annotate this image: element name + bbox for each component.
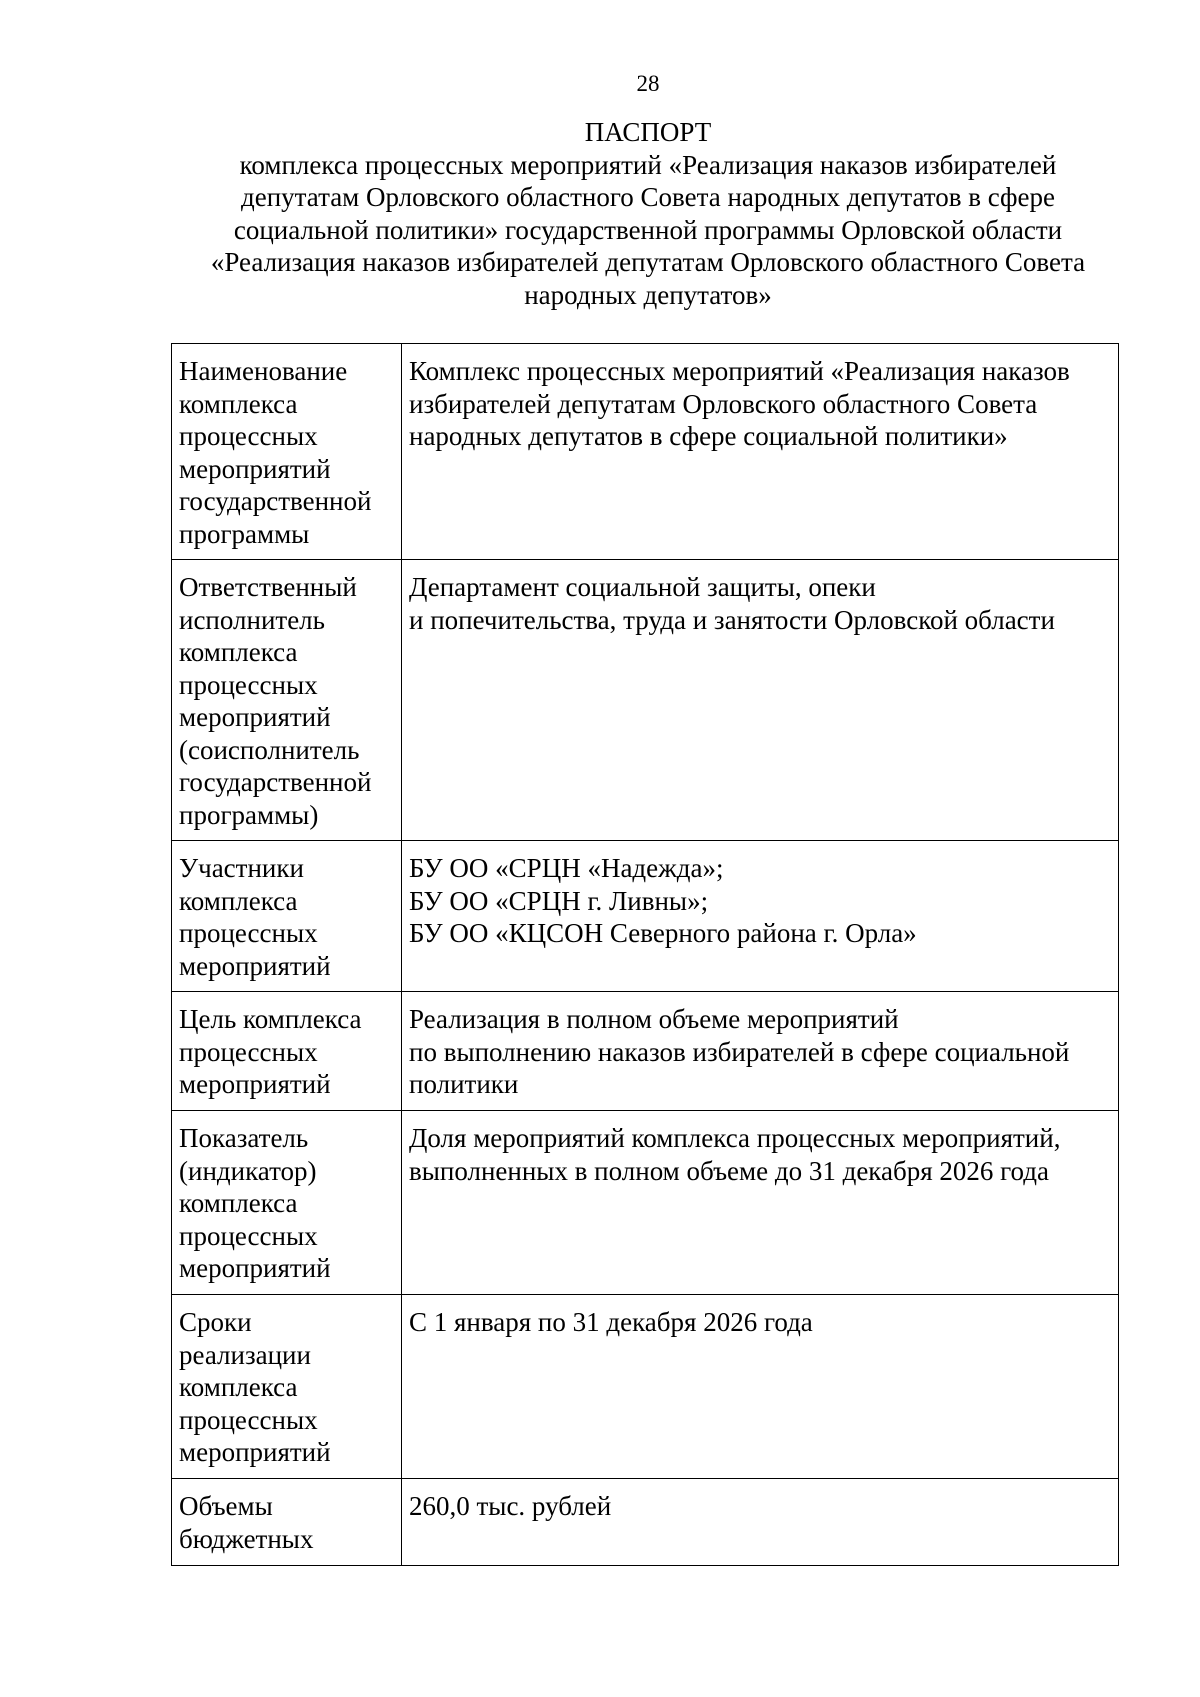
row-value: Реализация в полном объеме мероприятий по выполнению наказов избирателей в сфере социальной политики xyxy=(402,992,1119,1111)
document-title: ПАСПОРТ xyxy=(584,117,712,147)
table-row xyxy=(172,344,1119,560)
row-value: 260,0 тыс. рублей xyxy=(402,1479,1119,1566)
row-label: Цель комплекса процессных мероприятий xyxy=(172,992,402,1111)
row-value: Департамент социальной защиты, опеки и попечительства, труда и занятости Орловской области xyxy=(402,560,1119,841)
row-label: Показатель (индикатор) комплекса процессных мероприятий xyxy=(172,1111,402,1295)
row-value: С 1 января по 31 декабря 2026 года xyxy=(402,1295,1119,1479)
row-label: Объемы бюджетных xyxy=(172,1479,402,1566)
row-label: Сроки реализации комплекса процессных мероприятий xyxy=(172,1295,402,1479)
row-value: БУ ОО «СРЦН «Надежда»; БУ ОО «СРЦН г. Ливны»; БУ ОО «КЦСОН Северного района г. Орла» xyxy=(402,841,1119,992)
table-row xyxy=(172,1295,1119,1479)
passport-table xyxy=(171,343,1119,1566)
table-row xyxy=(172,841,1119,992)
row-label: Ответственный исполнитель комплекса процессных мероприятий (соисполнитель государственной программы) xyxy=(172,560,402,841)
table-row xyxy=(172,1479,1119,1566)
row-label: Участники комплекса процессных мероприятий xyxy=(172,841,402,992)
table-row xyxy=(172,992,1119,1111)
page-number: 28 xyxy=(636,71,660,96)
row-label: Наименование комплекса процессных мероприятий государственной программы xyxy=(172,344,402,560)
document-header xyxy=(190,116,1106,311)
row-value: Комплекс процессных мероприятий «Реализация наказов избирателей депутатам Орловского областного Совета народных депутатов в сфере социальной политики» xyxy=(402,344,1119,560)
table-row xyxy=(172,560,1119,841)
row-value: Доля мероприятий комплекса процессных мероприятий, выполненных в полном объеме до 31 декабря 2026 года xyxy=(402,1111,1119,1295)
document-subtitle: комплекса процессных мероприятий «Реализация наказов избирателей депутатам Орловского областного Совета народных депутатов в сфере социальной политики» государственной программы Орловской области «Реализация наказов избирателей депутатам Орловского областного Совета народных депутатов» xyxy=(210,149,1086,310)
table-row xyxy=(172,1111,1119,1295)
